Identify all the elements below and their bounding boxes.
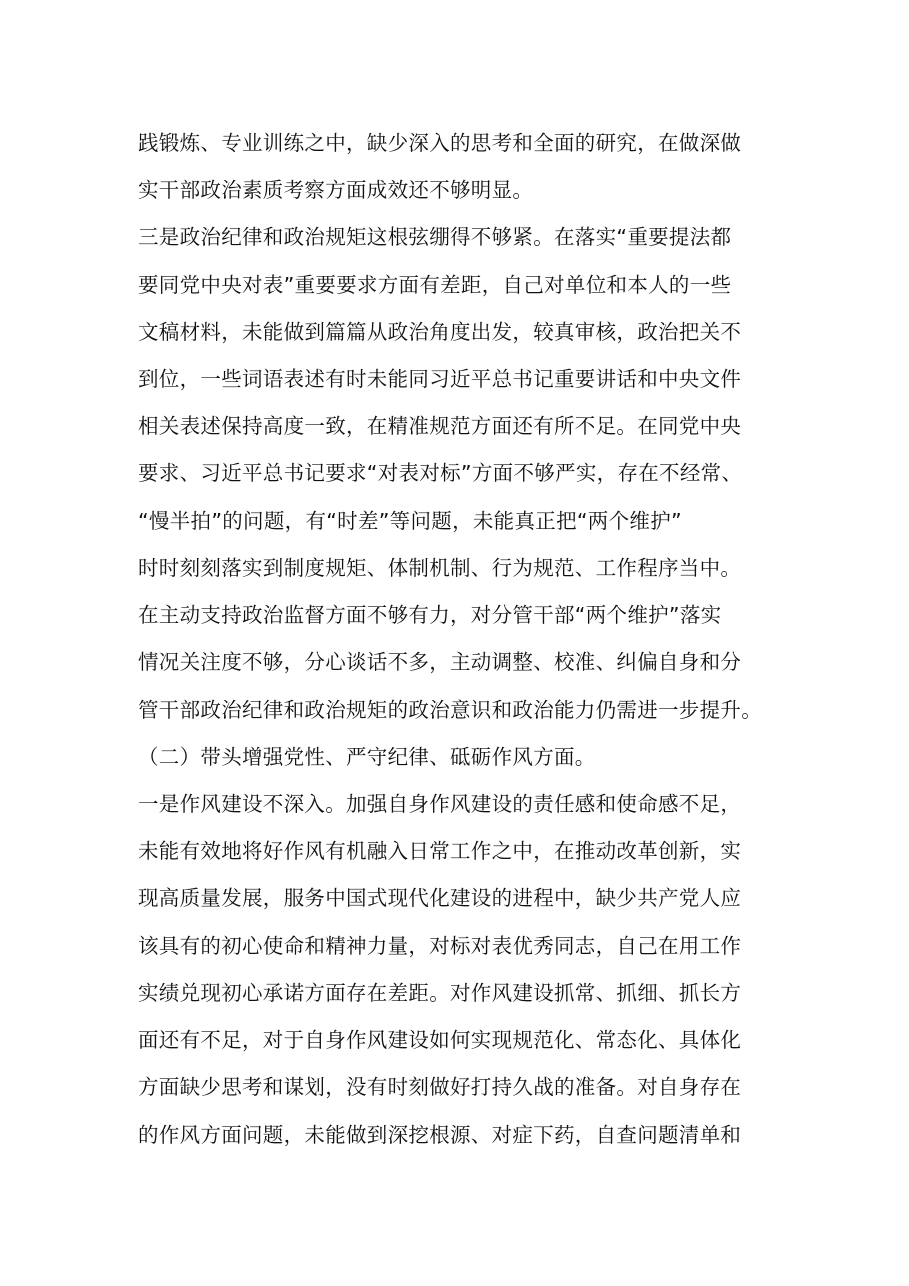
text-line: 方面缺少思考和谋划，没有时刻做好打持久战的准备。对自身存在	[138, 1075, 742, 1099]
text-line: 情况关注度不够，分心谈话不多，主动调整、校准、纠偏自身和分	[138, 650, 742, 674]
text-line: 管干部政治纪律和政治规矩的政治意识和政治能力仍需进一步提升。	[138, 698, 762, 722]
text-line: 的作风方面问题，未能做到深挖根源、对症下药，自查问题清单和	[138, 1123, 742, 1147]
text-line: 文稿材料，未能做到篇篇从政治角度出发，较真审核，政治把关不	[138, 320, 742, 344]
text-line: 未能有效地将好作风有机融入日常工作之中，在推动改革创新，实	[138, 839, 742, 863]
text-line: 现高质量发展，服务中国式现代化建设的进程中，缺少共产党人应	[138, 886, 742, 910]
text-line: 一是作风建设不深入。加强自身作风建设的责任感和使命感不足，	[138, 792, 742, 816]
text-line: 时时刻刻落实到制度规矩、体制机制、行为规范、工作程序当中。	[138, 556, 742, 580]
text-line: 该具有的初心使命和精神力量，对标对表优秀同志，自己在用工作	[138, 934, 742, 958]
text-line: 实干部政治素质考察方面成效还不够明显。	[138, 178, 534, 202]
text-line: 践锻炼、专业训练之中，缺少深入的思考和全面的研究，在做深做	[138, 131, 742, 155]
text-line: 三是政治纪律和政治规矩这根弦绷得不够紧。在落实“重要提法都	[138, 225, 732, 249]
text-line: 要同党中央对表”重要要求方面有差距，自己对单位和本人的一些	[138, 273, 732, 297]
section-heading: （二）带头增强党性、严守纪律、砥砺作风方面。	[138, 745, 596, 769]
text-line: 要求、习近平总书记要求“对表对标”方面不够严实，存在不经常、	[138, 461, 743, 485]
text-line: 在主动支持政治监督方面不够有力，对分管干部“两个维护”落实	[138, 603, 722, 627]
text-line: 相关表述保持高度一致，在精准规范方面还有所不足。在同党中央	[138, 414, 742, 438]
text-line: “慢半拍”的问题，有“时差”等问题，未能真正把“两个维护”	[138, 509, 682, 533]
text-line: 到位，一些词语表述有时未能同习近平总书记重要讲话和中央文件	[138, 367, 742, 391]
text-line: 面还有不足，对于自身作风建设如何实现规范化、常态化、具体化	[138, 1028, 742, 1052]
text-line: 实绩兑现初心承诺方面存在差距。对作风建设抓常、抓细、抓长方	[138, 981, 742, 1005]
